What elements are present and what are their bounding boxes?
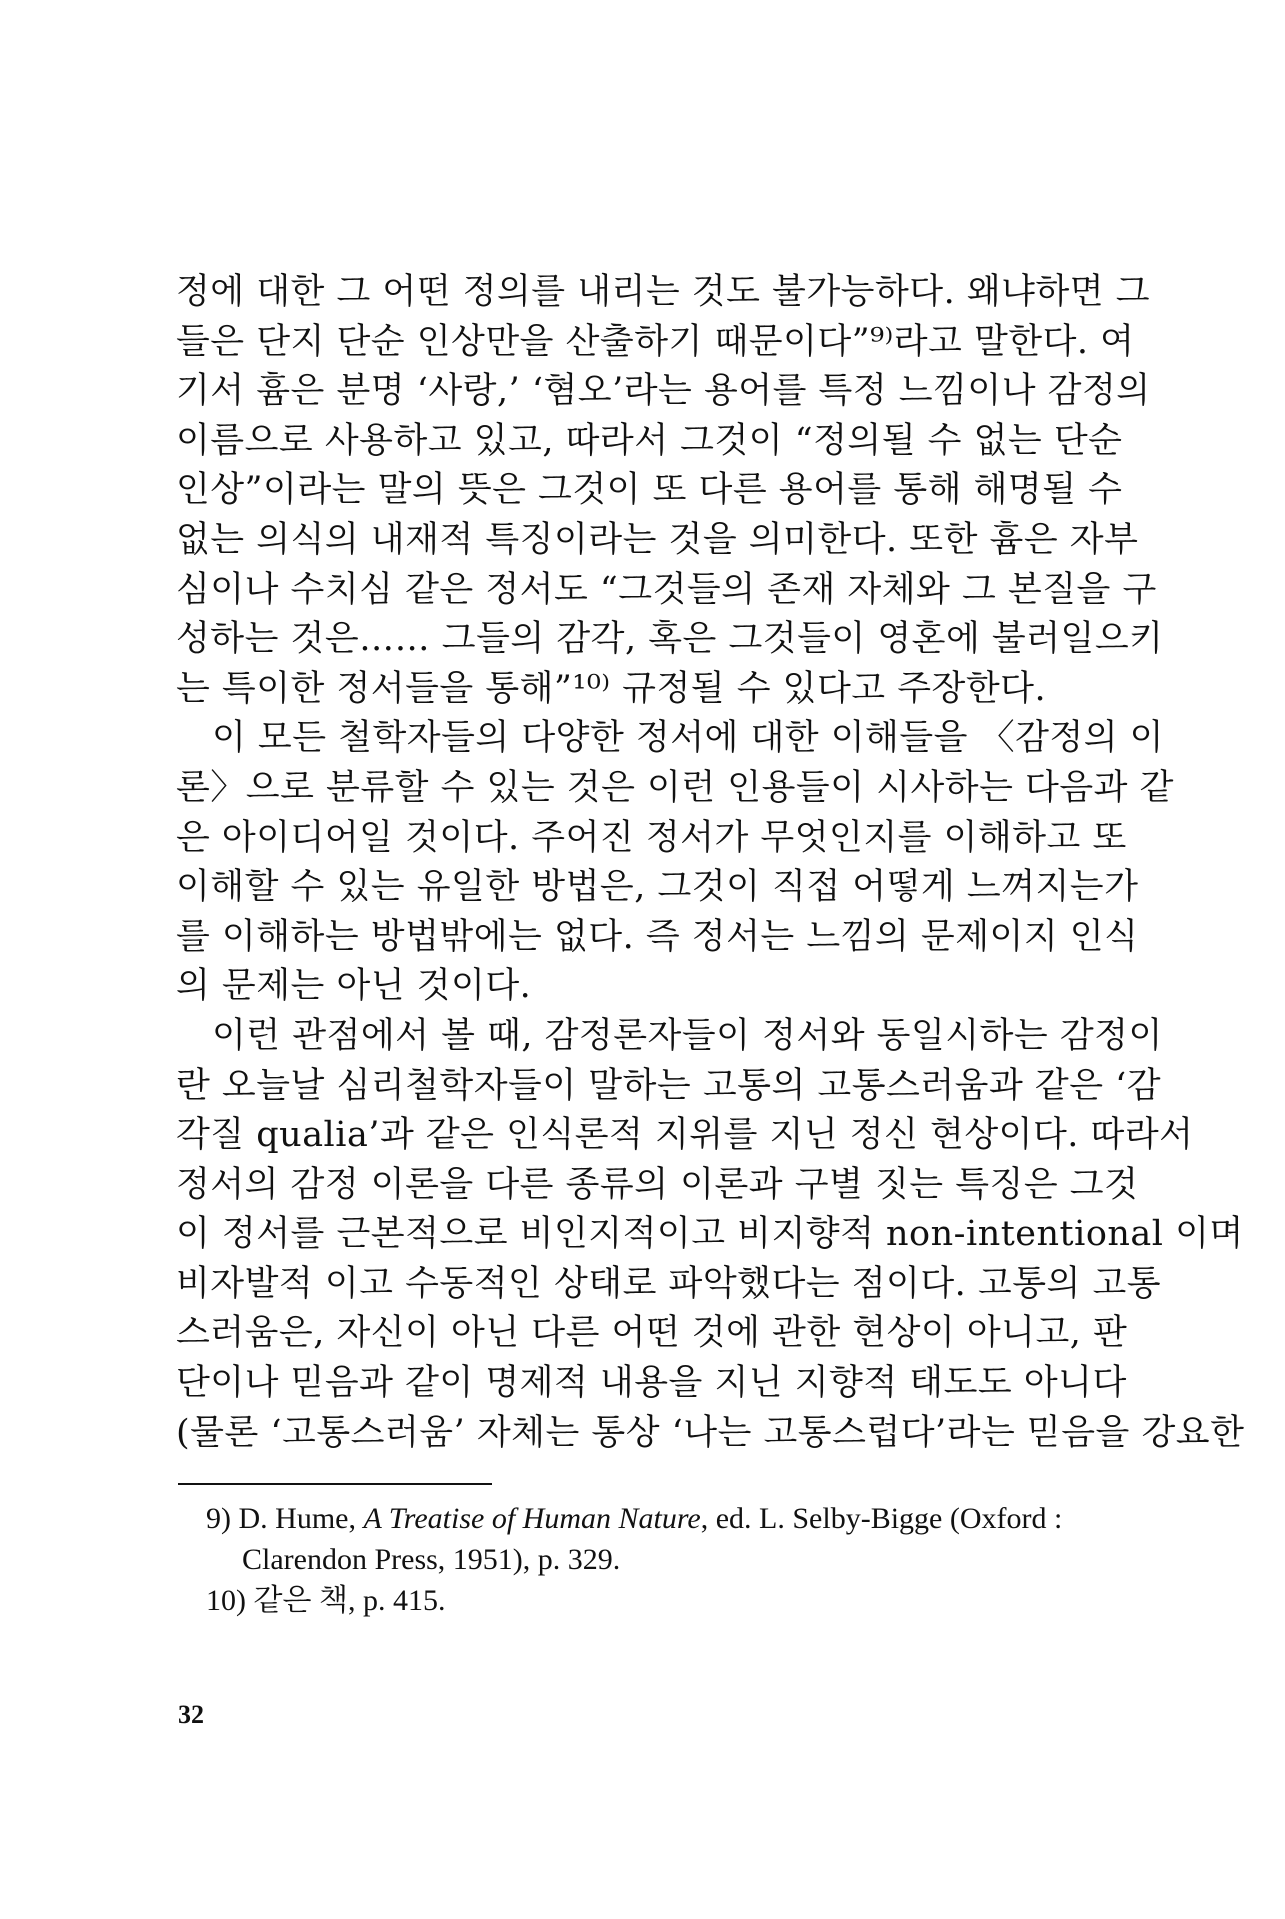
- footnote-9-continued: Clarendon Press, 1951), p. 329.: [242, 1543, 621, 1576]
- text-line: 이해할 수 있는 유일한 방법은, 그것이 직접 어떻게 느껴지는가: [176, 867, 1139, 908]
- text-line: 이런 관점에서 볼 때, 감정론자들이 정서와 동일시하는 감정이: [212, 1015, 1163, 1056]
- text-line: 단이나 믿음과 같이 명제적 내용을 지닌 지향적 태도도 아니다: [176, 1363, 1127, 1404]
- text-line: 각질 qualia’과 같은 인식론적 지위를 지닌 정신 현상이다. 따라서: [176, 1115, 1194, 1156]
- text-line: 론〉으로 분류할 수 있는 것은 이런 인용들이 시사하는 다음과 같: [176, 767, 1174, 808]
- footnote-9-rest: , ed. L. Selby-Bigge (Oxford :: [700, 1502, 1063, 1535]
- text-line: 들은 단지 단순 인상만을 산출하기 때문이다”⁹⁾라고 말한다. 여: [176, 321, 1135, 362]
- footnote-9-title: A Treatise of Human Nature: [363, 1502, 701, 1535]
- text-line: 성하는 것은…… 그들의 감각, 혹은 그것들이 영혼에 불러일으키: [176, 619, 1164, 660]
- footnote-10: [206, 1580, 1136, 1621]
- text-line: 의 문제는 아닌 것이다.: [176, 966, 532, 1007]
- text-line: 비자발적 이고 수동적인 상태로 파악했다는 점이다. 고통의 고통: [176, 1263, 1162, 1304]
- text-line: 는 특이한 정서들을 통해”¹⁰⁾ 규정될 수 있다고 주장한다.: [176, 668, 1047, 709]
- footnote-9-label: 9): [206, 1502, 231, 1535]
- text-line: 이 정서를 근본적으로 비인지적이고 비지향적 non-intentional 이며: [176, 1214, 1244, 1255]
- text-line: 기서 흄은 분명 ‘사랑,’ ‘혐오’라는 용어를 특정 느낌이나 감정의: [176, 371, 1151, 412]
- body-text: [176, 268, 1245, 1458]
- text-line: 인상”이라는 말의 뜻은 그것이 또 다른 용어를 통해 해명될 수: [176, 470, 1123, 511]
- text-line: 를 이해하는 방법밖에는 없다. 즉 정서는 느낌의 문제이지 인식: [176, 916, 1139, 957]
- text-line: 란 오늘날 심리철학자들이 말하는 고통의 고통스러움과 같은 ‘감: [176, 1065, 1162, 1106]
- text-line: 스러움은, 자신이 아닌 다른 어떤 것에 관한 현상이 아니고, 판: [176, 1313, 1128, 1354]
- footnote-9-author: D. Hume,: [238, 1502, 356, 1535]
- text-line: 이름으로 사용하고 있고, 따라서 그것이 “정의될 수 없는 단순: [176, 420, 1123, 461]
- text-line: 정에 대한 그 어떤 정의를 내리는 것도 불가능하다. 왜냐하면 그: [176, 272, 1151, 312]
- footnote-10-label: 10): [206, 1584, 246, 1617]
- text-line: 심이나 수치심 같은 정서도 “그것들의 존재 자체와 그 본질을 구: [176, 569, 1157, 610]
- footnote-10-text: 같은 책, p. 415.: [253, 1584, 446, 1617]
- footnote-9: [206, 1498, 1136, 1539]
- text-line: 은 아이디어일 것이다. 주어진 정서가 무엇인지를 이해하고 또: [176, 817, 1127, 858]
- page-number: 32: [178, 1700, 204, 1729]
- text-line: (물론 ‘고통스러움’ 자체는 통상 ‘나는 고통스럽다’라는 믿음을 강요한: [176, 1412, 1245, 1453]
- footnotes: [206, 1498, 1136, 1621]
- text-line: 없는 의식의 내재적 특징이라는 것을 의미한다. 또한 흄은 자부: [176, 519, 1139, 560]
- text-line: 정서의 감정 이론을 다른 종류의 이론과 구별 짓는 특징은 그것: [176, 1164, 1139, 1205]
- text-line: 이 모든 철학자들의 다양한 정서에 대한 이해들을 〈감정의 이: [212, 718, 1164, 759]
- footnote-divider: [178, 1483, 492, 1485]
